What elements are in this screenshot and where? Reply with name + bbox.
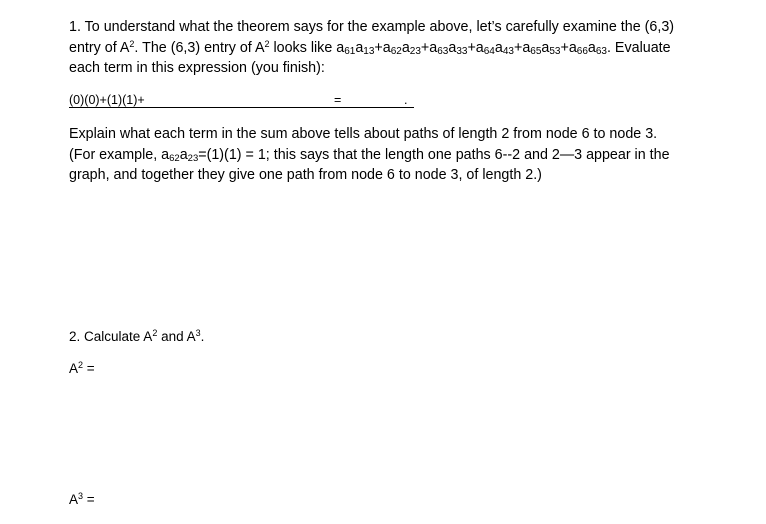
q2-text: and A (157, 329, 196, 344)
equals-sign: = (334, 93, 342, 107)
a-cubed-label (69, 490, 95, 511)
superscript: 2 (129, 38, 135, 49)
matrix-name: A (69, 361, 79, 376)
question-1 (69, 17, 709, 79)
matrix-entry: a (355, 39, 364, 56)
entry-index: 23 (409, 45, 421, 57)
explain-text: =(1)(1) = 1; this says that the length one paths 6--2 and 2—3 appear in the (198, 146, 670, 163)
entry-index: 13 (363, 45, 375, 57)
entry-index: 33 (456, 45, 468, 57)
matrix-entry: a (522, 39, 531, 56)
subscript: 23 (187, 152, 199, 164)
entry-index: 64 (483, 45, 495, 57)
matrix-entry: a (401, 39, 410, 56)
plus-sign: + (560, 39, 569, 56)
answer-fill-line[interactable] (69, 90, 414, 108)
answer-start: (0)(0)+(1)(1)+ (69, 93, 145, 107)
subscript: 62 (169, 152, 180, 164)
plus-sign: + (374, 39, 383, 56)
plus-sign: + (420, 39, 430, 56)
period: . (404, 93, 408, 107)
superscript: 2 (152, 328, 158, 338)
explanation-paragraph (69, 124, 709, 186)
equals-sign: = (83, 492, 95, 507)
entry-index: 66 (576, 45, 588, 57)
explain-text: a (179, 146, 188, 163)
q1-line1: 1. To understand what the theorem says for the example above, let’s carefully examine the (6,3) (69, 19, 675, 35)
explain-line3: graph, and together they give one path from node 6 to node 3, of length 2.) (69, 167, 542, 183)
plus-sign: + (467, 39, 476, 56)
matrix-entry: a (336, 39, 345, 56)
plus-sign: + (513, 39, 523, 56)
superscript: 3 (195, 328, 201, 338)
matrix-name: A (69, 492, 79, 507)
equals-sign: = (83, 361, 95, 376)
q2-text: . (200, 329, 205, 344)
explain-text: (For example, a (69, 146, 170, 163)
superscript: 2 (78, 360, 84, 370)
entry-index: 62 (390, 45, 402, 57)
matrix-entry: a (448, 39, 457, 56)
q1-text: entry of A (69, 39, 130, 56)
a-squared-label (69, 359, 95, 380)
q1-text: . Evaluate (606, 39, 671, 56)
q1-text: looks like (269, 39, 337, 56)
q2-text: 2. Calculate A (69, 329, 153, 344)
q1-text: . The (6,3) entry of A (134, 39, 265, 56)
q1-line3: each term in this expression (you finish): (69, 60, 325, 76)
entry-index: 53 (549, 45, 561, 57)
q1-line2 (69, 38, 709, 59)
explain-line1: Explain what each term in the sum above tells about paths of length 2 from node 6 to node 3. (69, 126, 658, 142)
matrix-entry: a (541, 39, 550, 56)
matrix-entry: a (382, 39, 391, 56)
entry-index: 63 (437, 45, 449, 57)
question-2 (69, 327, 204, 348)
entry-index: 61 (344, 45, 356, 57)
explain-line2 (69, 145, 709, 166)
matrix-entry: a (475, 39, 484, 56)
matrix-entry: a (494, 39, 503, 56)
superscript: 3 (78, 491, 84, 501)
matrix-entry: a (568, 39, 577, 56)
matrix-entry: a (429, 39, 438, 56)
entry-index: 43 (502, 45, 514, 57)
superscript: 2 (264, 38, 270, 49)
matrix-expression (336, 40, 607, 56)
entry-index: 63 (595, 45, 607, 57)
entry-index: 65 (530, 45, 542, 57)
matrix-entry: a (587, 39, 596, 56)
